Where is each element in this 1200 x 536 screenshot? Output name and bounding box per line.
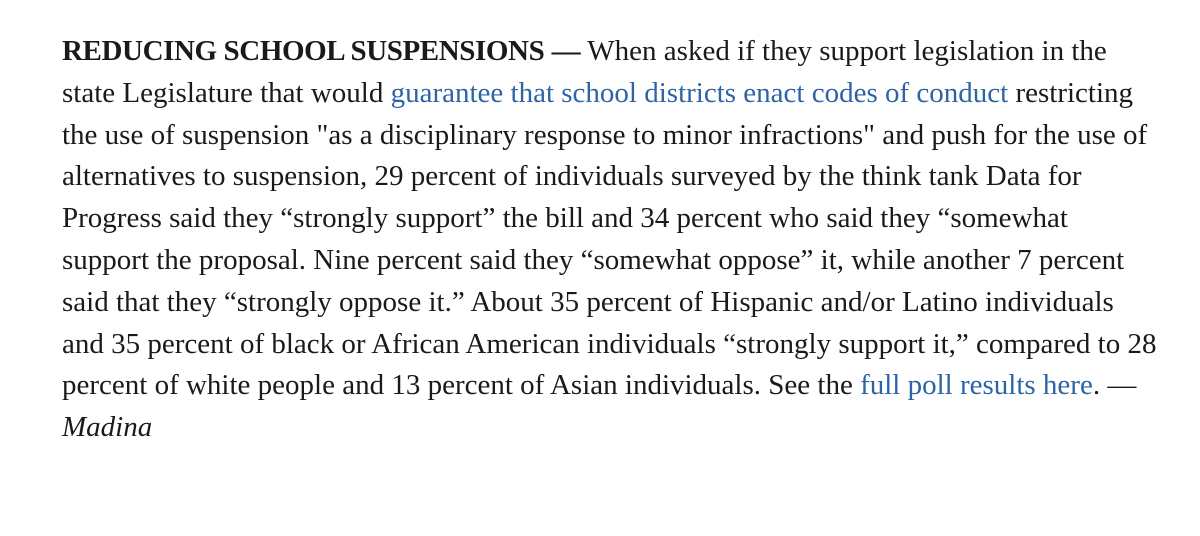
codes-of-conduct-link[interactable]: guarantee that school districts enact codes of conduct <box>390 76 1009 109</box>
full-poll-results-link[interactable]: full poll results here <box>860 369 1093 402</box>
author-byline: Madina <box>62 411 153 444</box>
article-paragraph <box>62 31 1162 449</box>
headline-dash: — <box>551 35 581 67</box>
body-text-end: . — <box>1092 369 1137 402</box>
body-text-intro: When asked if they support legislation in the state Legislature that would <box>62 35 1107 109</box>
section-headline: REDUCING SCHOOL SUSPENSIONS <box>62 35 545 67</box>
body-text-main: restricting the use of suspension "as a disciplinary response to minor infractions" and push for the use of alternatives to suspension, 29 percent of individuals surveyed by the think tank Data for Progress said they “strongly support” the bill and 34 percent who said they “somewhat support the proposal. Nine percent said they “somewhat oppose” it, while another 7 percent said that they “strongly oppose it.” About 35 percent of Hispanic and/or Latino individuals and 35 percent of black or African American individuals “strongly support it,” compared to 28 percent of white people and 13 percent of Asian individuals. See the <box>62 76 1157 402</box>
